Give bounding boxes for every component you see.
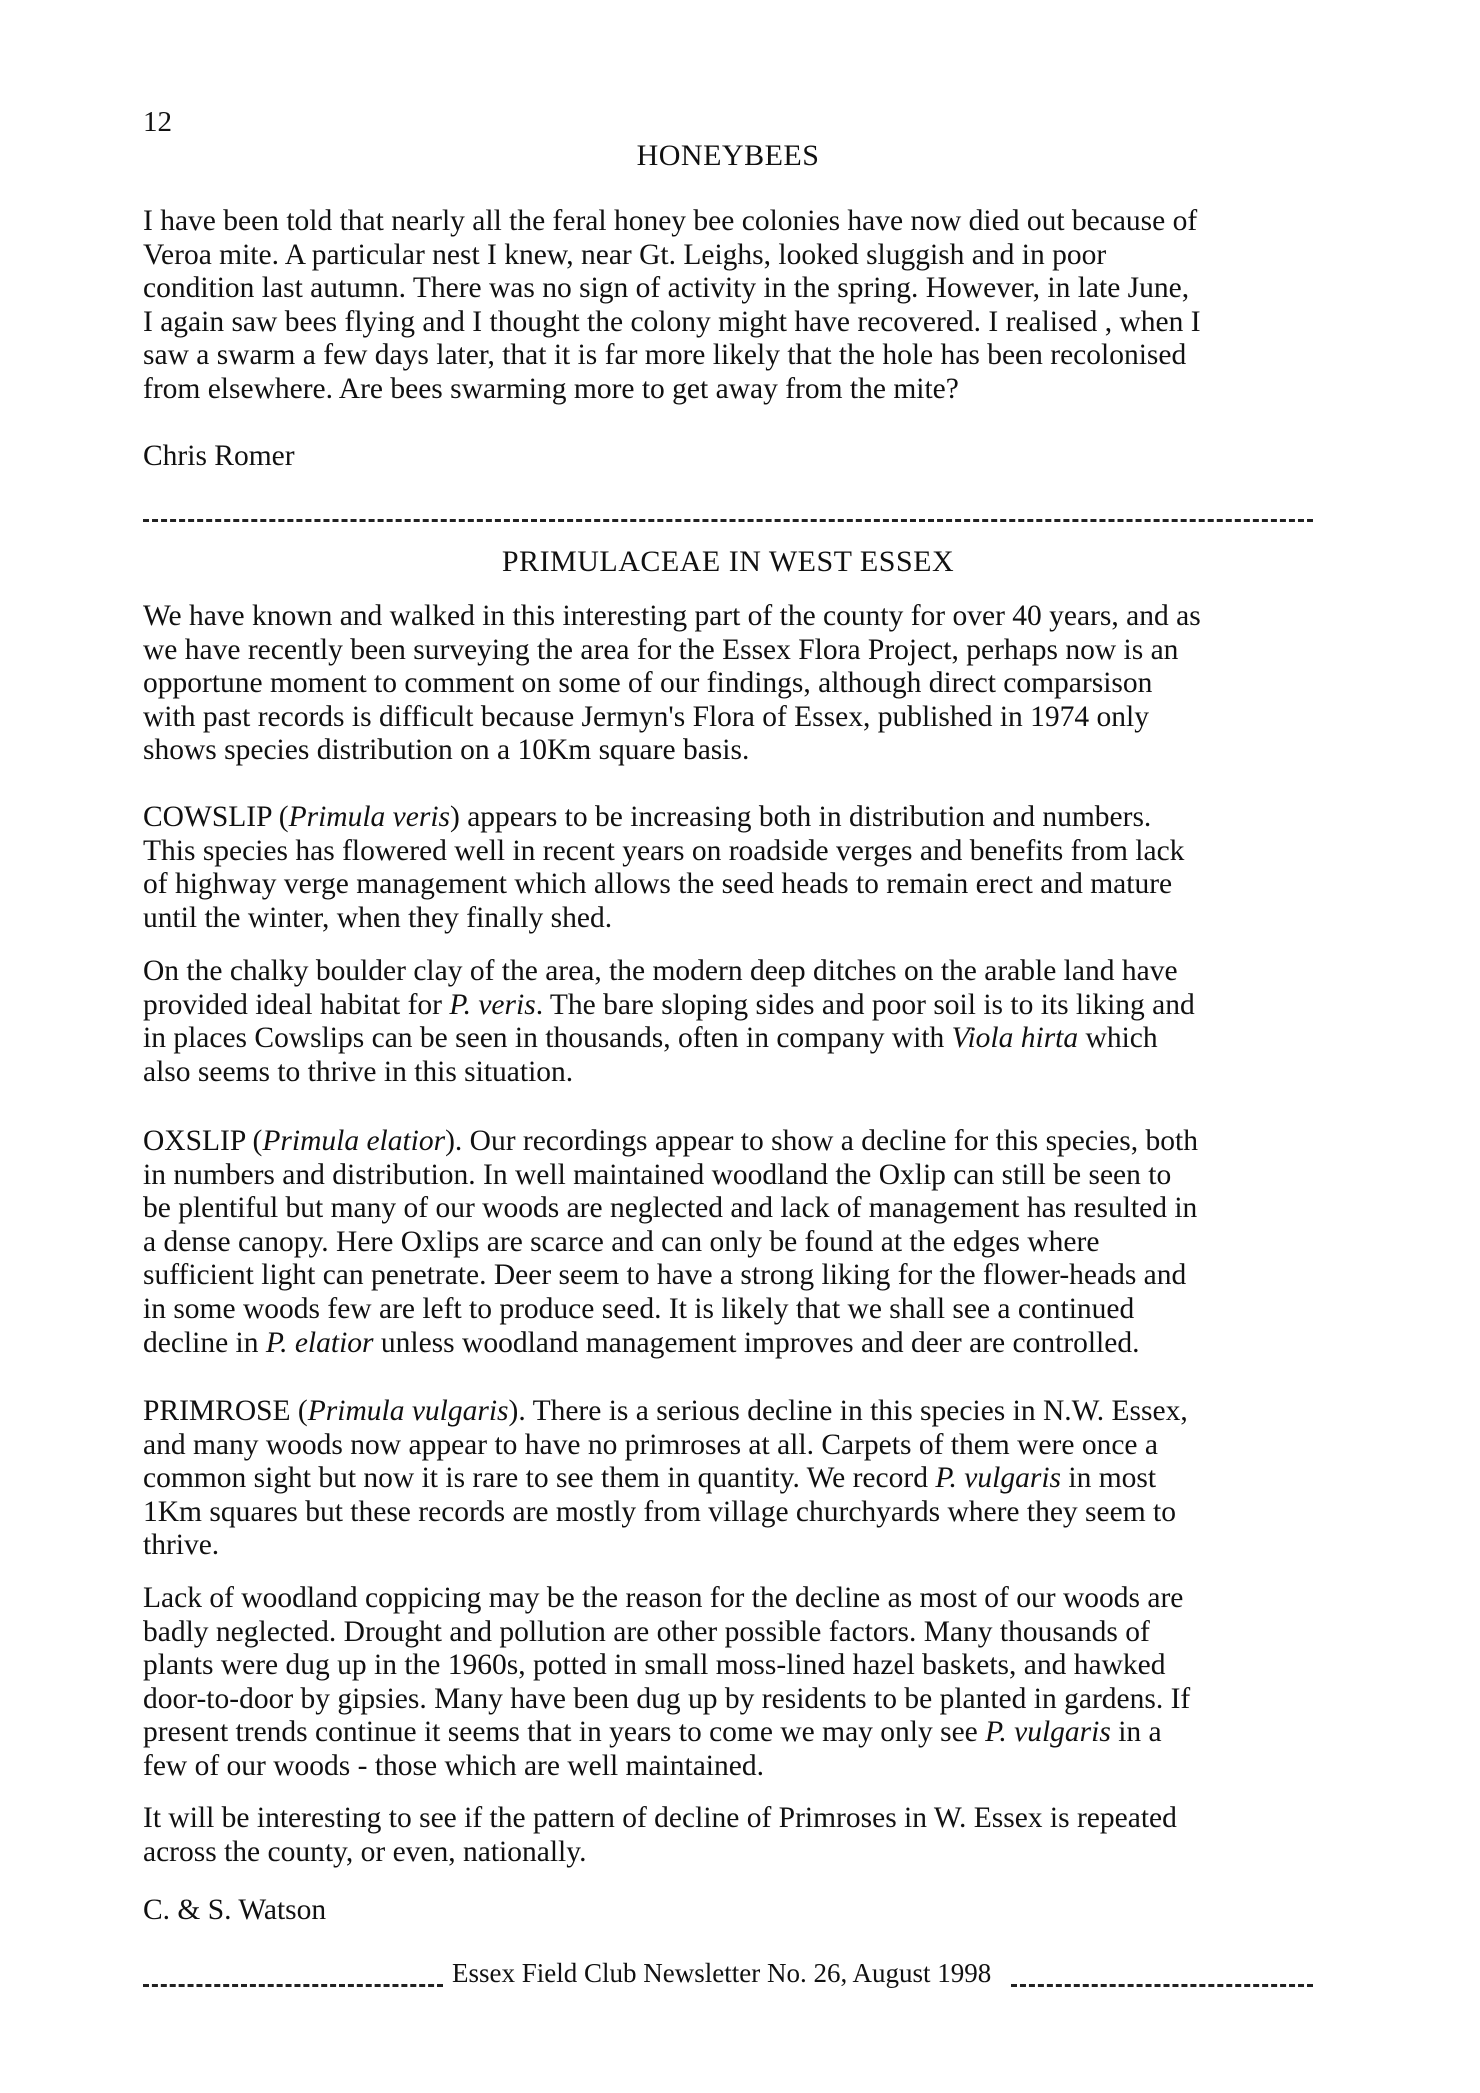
page-number: 12 xyxy=(143,106,172,138)
text-line: opportune moment to comment on some of our findings, although direct comparsison xyxy=(143,667,1153,700)
footer-rule-left xyxy=(143,1984,443,1987)
text-line: in places Cowslips can be seen in thousands, often in company with Viola hirta which xyxy=(143,1022,1158,1055)
text-line: COWSLIP (Primula veris) appears to be increasing both in distribution and numbers. xyxy=(143,801,1152,833)
text-line: also seems to thrive in this situation. xyxy=(143,1055,574,1088)
species-name: P. vulgaris xyxy=(985,1716,1111,1749)
text-line: badly neglected. Drought and pollution are other possible factors. Many thousands of xyxy=(143,1615,1150,1648)
text-line: common sight but now it is rare to see them in quantity. We record P. vulgaris in most xyxy=(143,1462,1157,1495)
honeybees-paragraph xyxy=(143,205,1318,407)
text-line: we have recently been surveying the area for the Essex Flora Project, perhaps now is an xyxy=(143,633,1179,666)
species-name: Primula elatior xyxy=(262,1125,446,1157)
text-line: On the chalky boulder clay of the area, the modern deep ditches on the arable land have xyxy=(143,955,1178,987)
text-line: I have been told that nearly all the feral honey bee colonies have now died out because of xyxy=(143,205,1198,237)
primrose-paragraph xyxy=(143,1395,1318,1563)
text-line: condition last autumn. There was no sign of activity in the spring. However, in late June, xyxy=(143,272,1190,305)
text-line: provided ideal habitat for P. veris. The bare sloping sides and poor soil is to its liking and xyxy=(143,988,1195,1021)
text-line: from elsewhere. Are bees swarming more to get away from the mite? xyxy=(143,372,959,405)
text-line: thrive. xyxy=(143,1529,220,1562)
text-line: We have known and walked in this interesting part of the county for over 40 years, and as xyxy=(143,600,1201,632)
text-line: It will be interesting to see if the pattern of decline of Primroses in W. Essex is repeated xyxy=(143,1802,1177,1834)
honeybees-title: HONEYBEES xyxy=(636,139,820,172)
oxslip-paragraph xyxy=(143,1125,1318,1360)
footer xyxy=(143,1956,1313,1996)
text-line: shows species distribution on a 10Km square basis. xyxy=(143,734,750,767)
text-line: and many woods now appear to have no primroses at all. Carpets of them were once a xyxy=(143,1428,1158,1461)
primulaceae-title: PRIMULACEAE IN WEST ESSEX xyxy=(501,545,955,578)
cowslip-paragraph xyxy=(143,801,1318,935)
text-line: sufficient light can penetrate. Deer seem to have a strong liking for the flower-heads and xyxy=(143,1259,1187,1292)
text-line: saw a swarm a few days later, that it is far more likely that the hole has been recolonised xyxy=(143,339,1187,372)
species-name: P. veris xyxy=(449,988,536,1021)
species-name: P. vulgaris xyxy=(935,1462,1061,1495)
chalky-paragraph xyxy=(143,955,1318,1089)
text-line: until the winter, when they finally shed. xyxy=(143,901,613,934)
species-name: Primula vulgaris xyxy=(307,1395,509,1427)
text-line: door-to-door by gipsies. Many have been dug up by residents to be planted in gardens. If xyxy=(143,1682,1191,1715)
text-line: be plentiful but many of our woods are neglected and lack of management has resulted in xyxy=(143,1192,1198,1225)
text-line: in some woods few are left to produce seed. It is likely that we shall see a continued xyxy=(143,1292,1135,1325)
honeybees-author: Chris Romer xyxy=(143,440,295,472)
species-name: P. elatior xyxy=(265,1326,374,1359)
species-name: Primula veris xyxy=(288,801,451,833)
text-line: few of our woods - those which are well maintained. xyxy=(143,1749,764,1782)
section-divider xyxy=(143,519,1313,522)
text-line: PRIMROSE (Primula vulgaris). There is a serious decline in this species in N.W. Essex, xyxy=(143,1395,1188,1427)
text-line: decline in P. elatior unless woodland management improves and deer are controlled. xyxy=(143,1326,1140,1359)
text-line: I again saw bees flying and I thought the colony might have recovered. I realised , when I xyxy=(143,305,1201,338)
text-line: of highway verge management which allows the seed heads to remain erect and mature xyxy=(143,868,1173,901)
text-line: plants were dug up in the 1960s, potted in small moss-lined hazel baskets, and hawked xyxy=(143,1649,1166,1682)
text-line: Veroa mite. A particular nest I knew, near Gt. Leighs, looked sluggish and in poor xyxy=(143,238,1107,271)
closing-paragraph xyxy=(143,1802,1318,1869)
text-line: present trends continue it seems that in years to come we may only see P. vulgaris in a xyxy=(143,1716,1162,1749)
footer-rule-right xyxy=(1011,1984,1313,1987)
text-line: This species has flowered well in recent years on roadside verges and benefits from lack xyxy=(143,834,1185,867)
lack-paragraph xyxy=(143,1582,1318,1784)
species-name: Viola hirta xyxy=(951,1022,1079,1055)
text-line: OXSLIP (Primula elatior). Our recordings appear to show a decline for this species, both xyxy=(143,1125,1198,1157)
text-line: a dense canopy. Here Oxlips are scarce and can only be found at the edges where xyxy=(143,1225,1100,1258)
text-line: 1Km squares but these records are mostly from village churchyards where they seem to xyxy=(143,1495,1176,1528)
text-line: with past records is difficult because Jermyn's Flora of Essex, published in 1974 only xyxy=(143,700,1149,733)
intro-paragraph xyxy=(143,600,1318,768)
primulaceae-author: C. & S. Watson xyxy=(143,1894,327,1926)
text-line: in numbers and distribution. In well maintained woodland the Oxlip can still be seen to xyxy=(143,1158,1172,1191)
text-line: across the county, or even, nationally. xyxy=(143,1835,587,1868)
text-line: Lack of woodland coppicing may be the reason for the decline as most of our woods are xyxy=(143,1582,1184,1614)
footer-text: Essex Field Club Newsletter No. 26, August 1998 xyxy=(452,1958,992,1988)
